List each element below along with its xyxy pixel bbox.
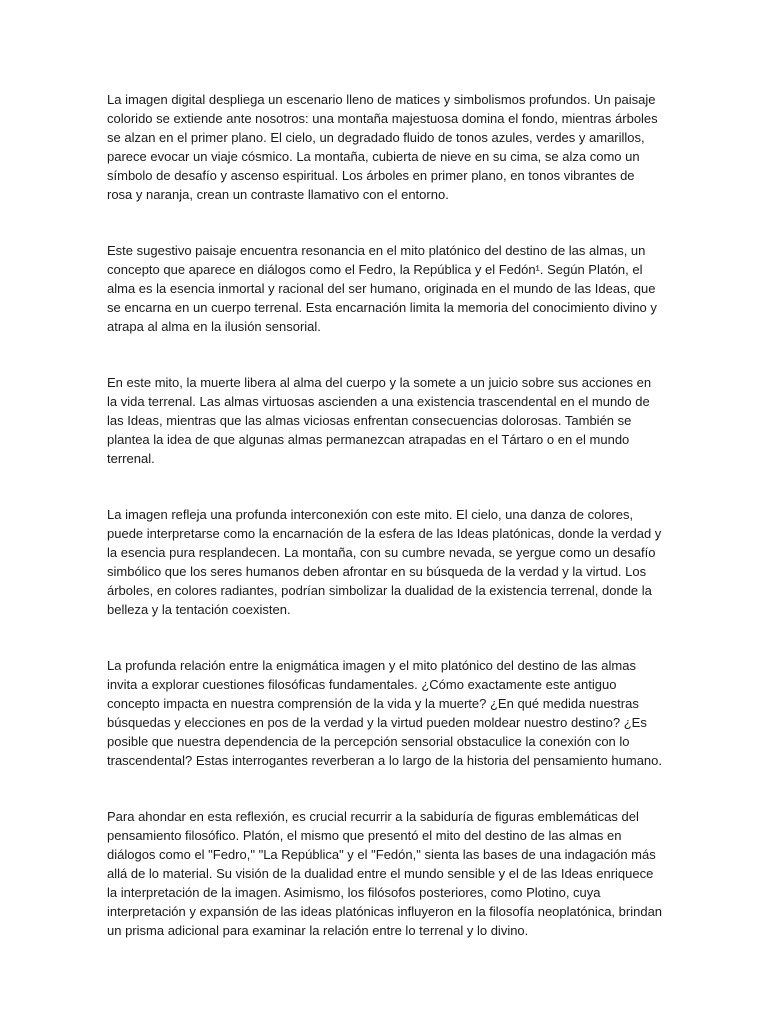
document-body [107,90,663,940]
paragraph-5: La profunda relación entre la enigmática imagen y el mito platónico del destino de las almas invita a explorar cuestiones filosóficas fundamentales. ¿Cómo exactamente este antiguo concepto impacta en nuestra comprensión de la vida y la muerte? ¿En qué medida nuestras búsquedas y elecciones en pos de la verdad y la virtud pueden moldear nuestro destino? ¿Es posible que nuestra dependencia de la percepción sensorial obstaculice la conexión con lo trascendental? Estas interrogantes reverberan a lo largo de la historia del pensamiento humano. [107,658,663,768]
paragraph-6: Para ahondar en esta reflexión, es crucial recurrir a la sabiduría de figuras emblemáticas del pensamiento filosófico. Platón, el mismo que presentó el mito del destino de las almas en diálogos como el "Fedro," "La República" y el "Fedón," sienta las bases de una indagación más allá de lo material. Su visión de la dualidad entre el mundo sensible y el de las Ideas enriquece la interpretación de la imagen. Asimismo, los filósofos posteriores, como Plotino, cuya interpretación y expansión de las ideas platónicas influyeron en la filosofía neoplatónica, brindan un prisma adicional para examinar la relación entre lo terrenal y lo divino. [107,809,663,938]
paragraph-1: La imagen digital despliega un escenario lleno de matices y simbolismos profundos. Un paisaje colorido se extiende ante nosotros: una montaña majestuosa domina el fondo, mientras árboles se alzan en el primer plano. El cielo, un degradado fluido de tonos azules, verdes y amarillos, parece evocar un viaje cósmico. La montaña, cubierta de nieve en su cima, se alza como un símbolo de desafío y ascenso espiritual. Los árboles en primer plano, en tonos vibrantes de rosa y naranja, crean un contraste llamativo con el entorno. [107,92,658,202]
paragraph-3: En este mito, la muerte libera al alma del cuerpo y la somete a un juicio sobre sus acciones en la vida terrenal. Las almas virtuosas ascienden a una existencia trascendental en el mundo de las Ideas, mientras que las almas viciosas enfrentan consecuencias dolorosas. También se plantea la idea de que algunas almas permanezcan atrapadas en el Tártaro o en el mundo terrenal. [107,375,652,466]
paragraph-2: Este sugestivo paisaje encuentra resonancia en el mito platónico del destino de las almas, un concepto que aparece en diálogos como el Fedro, la República y el Fedón¹. Según Platón, el alma es la esencia inmortal y racional del ser humano, originada en el mundo de las Ideas, que se encarna en un cuerpo terrenal. Esta encarnación limita la memoria del conocimiento divino y atrapa al alma en la ilusión sensorial. [107,243,657,334]
paragraph-4: La imagen refleja una profunda interconexión con este mito. El cielo, una danza de colores, puede interpretarse como la encarnación de la esfera de las Ideas platónicas, donde la verdad y la esencia pura resplandecen. La montaña, con su cumbre nevada, se yergue como un desafío simbólico que los seres humanos deben afrontar en su búsqueda de la verdad y la virtud. Los árboles, en colores radiantes, podrían simbolizar la dualidad de la existencia terrenal, donde la belleza y la tentación coexisten. [107,507,662,617]
